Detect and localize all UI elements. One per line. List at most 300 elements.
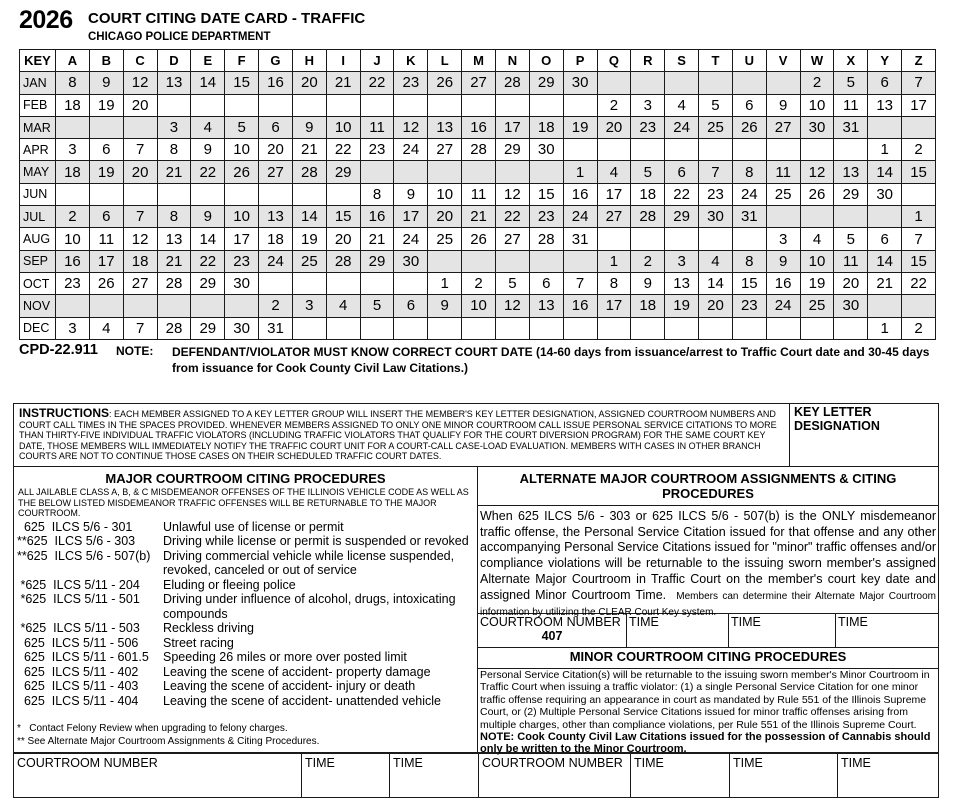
date-cell — [89, 295, 123, 317]
date-cell: 10 — [225, 139, 259, 161]
key-letter-y: Y — [868, 50, 902, 72]
date-cell: 24 — [732, 183, 766, 205]
instructions-box — [13, 403, 939, 467]
date-cell — [766, 317, 800, 339]
month-label: JAN — [20, 72, 56, 94]
date-cell: 13 — [428, 116, 462, 138]
month-label: AUG — [20, 228, 56, 250]
date-cell — [732, 317, 766, 339]
date-cell — [462, 317, 496, 339]
date-cell: 1 — [563, 161, 597, 183]
date-cell: 15 — [225, 72, 259, 94]
date-cell: 5 — [495, 272, 529, 294]
date-cell — [631, 139, 665, 161]
date-cell — [495, 94, 529, 116]
offense-item — [14, 549, 477, 578]
key-letter-g: G — [259, 50, 293, 72]
date-cell: 9 — [428, 295, 462, 317]
major-time-1-field[interactable]: TIME — [302, 754, 390, 797]
date-cell: 20 — [834, 272, 868, 294]
date-cell: 11 — [834, 94, 868, 116]
date-cell — [495, 161, 529, 183]
date-cell — [225, 94, 259, 116]
date-cell: 16 — [563, 295, 597, 317]
date-cell: 1 — [597, 250, 631, 272]
date-cell: 8 — [157, 206, 191, 228]
date-cell: 30 — [563, 72, 597, 94]
key-letter-f: F — [225, 50, 259, 72]
key-letter-v: V — [766, 50, 800, 72]
date-cell — [123, 116, 157, 138]
date-cell: 9 — [766, 250, 800, 272]
date-cell — [597, 228, 631, 250]
minor-body: Personal Service Citation(s) will be returnable to the issuing sworn member's Minor Courtroom in Traffic Court when issuing a traffic violator: (1) a single Personal Service Citation for one minor traffic offense requiring an appearance in court as mandated by Rule 551 of the Illinois Supreme Court, or (2) Multiple Personal Service Citations issued for minor traffic offenses arising from multiple charges, other than compliance violations, per Rule 551 of the Illinois Supreme Court. — [480, 669, 930, 731]
minor-time-1-field[interactable]: TIME — [631, 754, 730, 797]
date-cell — [766, 72, 800, 94]
key-letter-p: P — [563, 50, 597, 72]
date-cell: 30 — [868, 183, 902, 205]
date-cell: 8 — [597, 272, 631, 294]
alternate-time-3-field[interactable]: TIME — [838, 615, 868, 629]
date-cell — [800, 317, 834, 339]
date-cell: 16 — [360, 206, 394, 228]
month-row-nov — [20, 295, 936, 317]
date-cell: 17 — [495, 116, 529, 138]
offense-code: 625 ILCS 5/11 - 403 — [17, 679, 139, 693]
date-cell — [428, 250, 462, 272]
key-letter-u: U — [732, 50, 766, 72]
date-cell: 7 — [902, 228, 936, 250]
date-cell — [665, 317, 699, 339]
date-cell: 17 — [394, 206, 428, 228]
alternate-body: When 625 ILCS 5/6 - 303 or 625 ILCS 5/6 - 507(b) is the ONLY misdemeanor traffic offense, the Personal Service Citation issued for that offense and any other accompanying Personal Service Citations issued for "minor" traffic offenses and/or compliance violations will be returnable to the issuing sworn member's assigned Alternate Major Courtroom in Traffic Court on the member's court key date and assigned Minor Courtroom Time. — [480, 509, 936, 602]
date-cell: 30 — [800, 116, 834, 138]
date-cell — [292, 317, 326, 339]
date-cell: 19 — [89, 161, 123, 183]
date-cell: 13 — [529, 295, 563, 317]
note-label: NOTE: — [116, 344, 154, 358]
date-cell: 4 — [597, 161, 631, 183]
key-letter-h: H — [292, 50, 326, 72]
date-cell — [800, 206, 834, 228]
key-letter-e: E — [191, 50, 225, 72]
minor-courtroom-number-field[interactable]: COURTROOM NUMBER — [479, 754, 631, 797]
date-cell — [631, 72, 665, 94]
date-cell: 13 — [868, 94, 902, 116]
date-cell: 7 — [699, 161, 733, 183]
offense-description: Driving under influence of alcohol, drugs, intoxicating compounds — [163, 592, 456, 621]
month-label: MAR — [20, 116, 56, 138]
date-cell: 22 — [360, 72, 394, 94]
date-cell — [495, 317, 529, 339]
date-cell: 29 — [495, 139, 529, 161]
date-cell — [902, 183, 936, 205]
key-letter-s: S — [665, 50, 699, 72]
date-cell: 7 — [123, 139, 157, 161]
date-cell: 11 — [89, 228, 123, 250]
date-cell: 30 — [529, 139, 563, 161]
date-cell: 23 — [732, 295, 766, 317]
date-cell: 30 — [225, 317, 259, 339]
date-cell: 20 — [123, 94, 157, 116]
alternate-time-1-field[interactable]: TIME — [627, 614, 729, 647]
major-intro: ALL JAILABLE CLASS A, B, & C MISDEMEANOR OFFENSES OF THE ILLINOIS VEHICLE CODE AS WELL AS THE BELOW LISTED MISDEMEANOR TRAFFIC OFFENSES WILL BE RETURNABLE TO THE MAJOR COURTROOM. — [18, 487, 469, 518]
offense-item — [14, 636, 477, 651]
date-cell — [699, 228, 733, 250]
date-cell: 10 — [225, 206, 259, 228]
date-cell: 22 — [191, 250, 225, 272]
date-cell: 14 — [191, 228, 225, 250]
date-cell: 26 — [800, 183, 834, 205]
alternate-minor-section — [478, 467, 939, 756]
month-row-jun — [20, 183, 936, 205]
date-cell: 9 — [292, 116, 326, 138]
month-label: JUL — [20, 206, 56, 228]
month-label: DEC — [20, 317, 56, 339]
date-cell — [360, 272, 394, 294]
date-cell: 9 — [631, 272, 665, 294]
date-cell: 24 — [394, 139, 428, 161]
date-cell: 31 — [563, 228, 597, 250]
date-cell: 22 — [326, 139, 360, 161]
date-cell: 21 — [868, 272, 902, 294]
courtroom-value: 407 — [541, 629, 563, 643]
date-cell — [732, 228, 766, 250]
key-letter-i: I — [326, 50, 360, 72]
card-year: 2026 — [19, 6, 73, 34]
date-cell: 5 — [834, 228, 868, 250]
date-cell: 13 — [157, 228, 191, 250]
date-cell: 10 — [56, 228, 90, 250]
date-cell: 30 — [225, 272, 259, 294]
alternate-text — [478, 506, 938, 619]
date-cell: 5 — [834, 72, 868, 94]
month-row-may — [20, 161, 936, 183]
offense-item — [14, 650, 477, 665]
date-cell: 20 — [326, 228, 360, 250]
offense-list — [14, 519, 477, 709]
offense-code: **625 ILCS 5/6 - 303 — [17, 534, 136, 548]
key-letter-m: M — [462, 50, 496, 72]
date-cell: 4 — [665, 94, 699, 116]
date-cell: 30 — [394, 250, 428, 272]
offense-code: 625 ILCS 5/11 - 601.5 — [17, 650, 149, 664]
date-cell: 6 — [665, 161, 699, 183]
date-cell: 5 — [631, 161, 665, 183]
date-cell: 2 — [800, 72, 834, 94]
date-cell: 21 — [326, 72, 360, 94]
date-cell: 29 — [529, 72, 563, 94]
month-row-apr — [20, 139, 936, 161]
date-cell: 2 — [56, 206, 90, 228]
date-cell — [259, 183, 293, 205]
date-cell: 5 — [360, 295, 394, 317]
date-cell: 14 — [191, 72, 225, 94]
form-number: CPD-22.911 — [19, 342, 98, 358]
date-cell: 26 — [89, 272, 123, 294]
footnote-felony: * Contact Felony Review when upgrading to felony charges. — [17, 723, 288, 734]
offense-item — [14, 592, 477, 621]
date-cell — [56, 183, 90, 205]
date-cell: 9 — [394, 183, 428, 205]
date-cell: 10 — [800, 94, 834, 116]
minor-text — [478, 669, 938, 756]
date-cell: 27 — [123, 272, 157, 294]
date-cell: 28 — [292, 161, 326, 183]
date-cell — [326, 272, 360, 294]
date-cell — [326, 317, 360, 339]
date-cell: 27 — [462, 72, 496, 94]
month-label: SEP — [20, 250, 56, 272]
month-row-feb — [20, 94, 936, 116]
date-cell: 27 — [259, 161, 293, 183]
key-letter-z: Z — [902, 50, 936, 72]
month-row-mar — [20, 116, 936, 138]
date-cell — [394, 161, 428, 183]
date-cell — [292, 183, 326, 205]
date-cell: 28 — [631, 206, 665, 228]
offense-description: Eluding or fleeing police — [163, 577, 296, 592]
date-cell: 29 — [191, 272, 225, 294]
date-cell: 8 — [732, 250, 766, 272]
alternate-clear-note: Members can determine their Alternate Major Courtroom information by utilizing the CLEAR Court Key system. — [480, 590, 936, 619]
offense-code: *625 ILCS 5/11 - 501 — [17, 592, 140, 606]
date-cell: 3 — [157, 116, 191, 138]
alternate-courtroom-number-field[interactable] — [478, 614, 627, 647]
minor-time-2-field[interactable]: TIME — [730, 754, 838, 797]
minor-time-3-field[interactable]: TIME — [841, 756, 871, 770]
date-cell: 12 — [123, 228, 157, 250]
date-cell — [360, 94, 394, 116]
date-cell — [563, 250, 597, 272]
date-cell — [225, 295, 259, 317]
month-label: OCT — [20, 272, 56, 294]
date-cell: 5 — [699, 94, 733, 116]
month-label: MAY — [20, 161, 56, 183]
date-cell — [495, 250, 529, 272]
major-title: MAJOR COURTROOM CITING PROCEDURES — [105, 471, 386, 486]
date-cell: 23 — [631, 116, 665, 138]
date-cell: 28 — [495, 72, 529, 94]
date-cell — [597, 72, 631, 94]
date-cell: 18 — [56, 161, 90, 183]
date-cell: 15 — [326, 206, 360, 228]
month-label: NOV — [20, 295, 56, 317]
date-cell: 19 — [800, 272, 834, 294]
date-cell: 18 — [631, 295, 665, 317]
date-cell: 30 — [834, 295, 868, 317]
date-cell: 2 — [462, 272, 496, 294]
date-cell: 3 — [292, 295, 326, 317]
date-cell: 19 — [563, 116, 597, 138]
offense-code: **625 ILCS 5/6 - 507(b) — [17, 548, 151, 563]
offense-item — [14, 621, 477, 636]
date-cell — [191, 295, 225, 317]
date-cell: 29 — [191, 317, 225, 339]
date-cell: 18 — [56, 94, 90, 116]
date-cell: 19 — [292, 228, 326, 250]
date-cell — [529, 317, 563, 339]
date-cell: 30 — [699, 206, 733, 228]
date-cell: 10 — [326, 116, 360, 138]
date-cell: 2 — [902, 139, 936, 161]
key-letter-designation-field[interactable]: KEY LETTER DESIGNATION — [789, 404, 939, 466]
date-cell — [563, 317, 597, 339]
date-cell — [665, 139, 699, 161]
date-cell: 16 — [462, 116, 496, 138]
date-cell: 18 — [259, 228, 293, 250]
major-courtroom-row — [13, 753, 479, 798]
date-cell: 6 — [394, 295, 428, 317]
date-cell: 6 — [259, 116, 293, 138]
date-cell: 6 — [529, 272, 563, 294]
alternate-time-2-field[interactable]: TIME — [729, 614, 836, 647]
minor-courtroom-row — [478, 753, 939, 798]
key-letter-q: Q — [597, 50, 631, 72]
date-cell — [292, 94, 326, 116]
date-cell: 11 — [360, 116, 394, 138]
footnote-alternate: ** See Alternate Major Courtroom Assignments & Citing Procedures. — [17, 735, 320, 747]
date-cell — [360, 161, 394, 183]
month-label: JUN — [20, 183, 56, 205]
offense-item — [14, 520, 477, 535]
date-cell: 20 — [699, 295, 733, 317]
key-letter-a: A — [56, 50, 90, 72]
instructions-label: INSTRUCTIONS — [19, 406, 109, 420]
offense-description: Leaving the scene of accident- injury or death — [163, 679, 416, 693]
date-cell: 20 — [292, 72, 326, 94]
date-cell: 31 — [732, 206, 766, 228]
key-letter-b: B — [89, 50, 123, 72]
date-cell: 15 — [529, 183, 563, 205]
key-letter-r: R — [631, 50, 665, 72]
alternate-courtroom-row — [478, 613, 938, 648]
footnotes — [17, 723, 319, 748]
key-letter-j: J — [360, 50, 394, 72]
date-cell: 2 — [597, 94, 631, 116]
date-cell: 28 — [157, 317, 191, 339]
date-cell — [529, 250, 563, 272]
note-text: DEFENDANT/VIOLATOR MUST KNOW CORRECT COURT DATE (14-60 days from issuance/arrest to Traffic Court date and 30-45 days from issuance for Cook County Civil Law Citations.) — [172, 345, 930, 375]
key-letter-w: W — [800, 50, 834, 72]
date-cell: 5 — [225, 116, 259, 138]
minor-cannabis-note: NOTE: Cook County Civil Law Citations issued for the possession of Cannabis should only be written to the Minor Courtroom. — [480, 731, 931, 756]
date-cell — [699, 72, 733, 94]
date-cell: 27 — [766, 116, 800, 138]
date-cell — [394, 317, 428, 339]
date-cell — [665, 228, 699, 250]
date-cell: 28 — [157, 272, 191, 294]
date-cell: 17 — [225, 228, 259, 250]
date-cell — [766, 139, 800, 161]
date-cell: 7 — [123, 317, 157, 339]
date-cell — [191, 94, 225, 116]
date-cell: 3 — [766, 228, 800, 250]
date-cell: 28 — [529, 228, 563, 250]
offense-item — [14, 694, 477, 709]
date-cell — [225, 183, 259, 205]
date-cell: 14 — [699, 272, 733, 294]
date-cell: 12 — [800, 161, 834, 183]
date-cell — [428, 161, 462, 183]
date-cell: 29 — [360, 250, 394, 272]
date-cell: 19 — [665, 295, 699, 317]
date-cell: 1 — [868, 317, 902, 339]
date-cell: 21 — [157, 250, 191, 272]
major-time-2-field[interactable]: TIME — [393, 756, 423, 770]
date-cell: 21 — [360, 228, 394, 250]
key-letter-c: C — [123, 50, 157, 72]
date-cell — [631, 317, 665, 339]
date-cell — [394, 94, 428, 116]
date-cell: 23 — [56, 272, 90, 294]
date-cell — [89, 116, 123, 138]
date-cell — [157, 183, 191, 205]
key-letter-x: X — [834, 50, 868, 72]
date-cell: 20 — [428, 206, 462, 228]
date-cell: 13 — [665, 272, 699, 294]
key-header: KEY — [20, 50, 56, 72]
date-cell — [360, 317, 394, 339]
date-cell: 6 — [89, 206, 123, 228]
instructions-body: : EACH MEMBER ASSIGNED TO A KEY LETTER GROUP WILL INSERT THE MEMBER'S KEY LETTER DESIGNATION, ASSIGNED COURTROOM NUMBERS AND COURT CALL TIMES IN THE SPACES PROVIDED. WHENEVER MEMBERS ASSIGNED TO ONLY ONE MINOR COURTROOM CALL ISSUE PERSONAL SERVICE CITATIONS TO MORE THAN THIRTY-FIVE INDIVIDUAL TRAFFIC VIOLATORS (INCLUDING TRAFFIC VIOLATORS THAT QUALIFY FOR THE COURT DIVERSION PROGRAM) FOR THE SAME COURT KEY DATE, THOSE MEMBERS WILL IMMEDIATELY NOTIFY THE TRAFFIC COURT UNIT FOR A COURT-CALL CASE-LOAD EVALUATION. MEMBERS WITH CASES IN OTHER BRANCH COURTS ARE NOT TO CONTINUE THOSE CASES ON THEIR SCHEDULED TRAFFIC COURT DATES. — [19, 409, 777, 461]
month-row-jul — [20, 206, 936, 228]
date-cell: 26 — [462, 228, 496, 250]
date-cell — [834, 139, 868, 161]
date-cell: 26 — [225, 161, 259, 183]
date-cell: 24 — [563, 206, 597, 228]
date-cell: 17 — [902, 94, 936, 116]
date-cell: 27 — [597, 206, 631, 228]
offense-description: Driving commercial vehicle while license suspended, revoked, canceled or out of service — [163, 548, 455, 577]
date-cell: 22 — [191, 161, 225, 183]
date-cell: 13 — [259, 206, 293, 228]
offense-item — [14, 679, 477, 694]
date-cell: 10 — [462, 295, 496, 317]
date-cell: 22 — [902, 272, 936, 294]
date-cell: 24 — [766, 295, 800, 317]
date-cell: 23 — [360, 139, 394, 161]
alternate-title-text: ALTERNATE MAJOR COURTROOM ASSIGNMENTS & CITING PROCEDURES — [519, 471, 897, 501]
date-cell: 16 — [766, 272, 800, 294]
date-cell — [699, 317, 733, 339]
date-cell: 24 — [394, 228, 428, 250]
date-cell: 25 — [428, 228, 462, 250]
major-courtroom-number-field[interactable]: COURTROOM NUMBER — [14, 754, 302, 797]
date-cell: 23 — [394, 72, 428, 94]
key-letter-n: N — [495, 50, 529, 72]
date-cell — [732, 139, 766, 161]
key-letter-k: K — [394, 50, 428, 72]
date-cell: 31 — [834, 116, 868, 138]
date-cell: 20 — [597, 116, 631, 138]
date-cell: 14 — [292, 206, 326, 228]
date-cell: 20 — [123, 161, 157, 183]
date-cell: 23 — [529, 206, 563, 228]
date-cell: 3 — [631, 94, 665, 116]
date-cell — [732, 72, 766, 94]
date-cell — [834, 317, 868, 339]
date-cell: 24 — [259, 250, 293, 272]
date-cell — [123, 183, 157, 205]
date-cell — [834, 206, 868, 228]
month-label: APR — [20, 139, 56, 161]
month-label: FEB — [20, 94, 56, 116]
offense-description: Unlawful use of license or permit — [163, 519, 344, 534]
offense-code: 625 ILCS 5/6 - 301 — [17, 519, 133, 534]
date-cell: 16 — [563, 183, 597, 205]
date-cell: 6 — [732, 94, 766, 116]
